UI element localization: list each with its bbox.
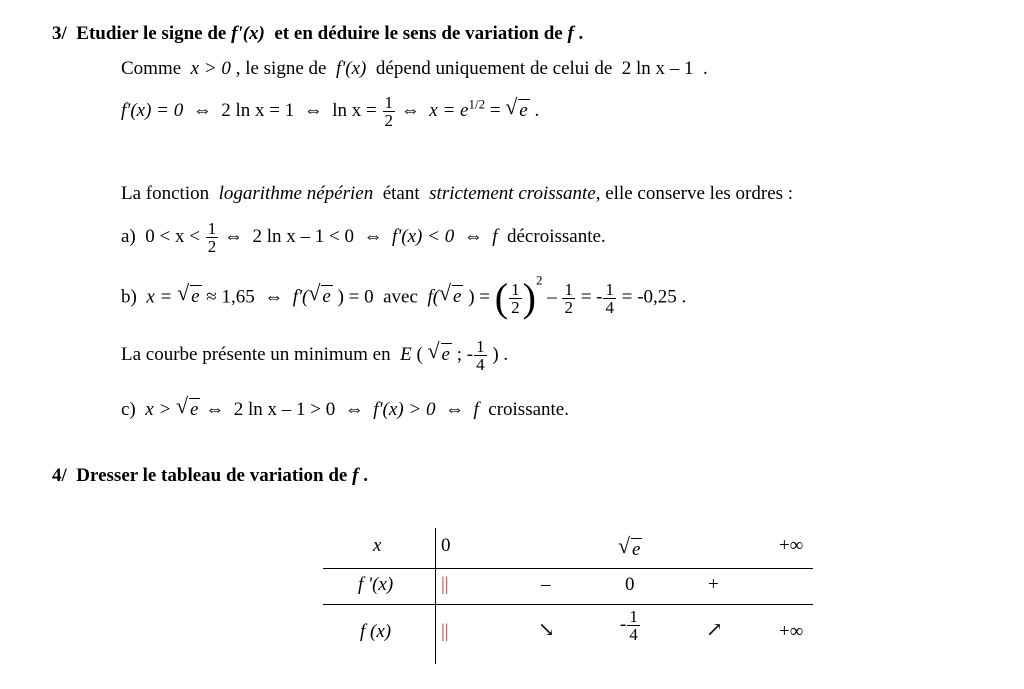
zero-equation: f'(x) = 0 ⇔ 2 ln x = 1 ⇔ ln x = $\frac{1}{2}$ ⇔ $x = e^{1/2}$ = √ e . [121, 93, 540, 130]
q3-heading: 3/ Etudier le signe de f'(x) et en déduire le sens de variation de f . [52, 23, 584, 44]
x-sqrt-e: √ e [618, 533, 641, 560]
fraction-half: $\frac{1}{2}$ [207, 219, 217, 256]
f-minimum-value: - $\frac{1}{4}$ [620, 607, 638, 644]
sqrt-e: √ e [505, 93, 528, 121]
fp-zero: 0 [625, 574, 635, 595]
q4-heading: 4/ Dresser le tableau de variation de f . [52, 465, 368, 486]
case-c: c) x > √ e ⇔ 2 ln x – 1 > 0 ⇔ f'(x) > 0 ⇔ f croissante. [121, 393, 569, 420]
fp-row-label: f '(x) [358, 574, 394, 595]
fp-minus-sign: – [541, 574, 551, 595]
fraction-half: $\frac{1}{2}$ [384, 93, 394, 130]
x-row-label: x [373, 535, 382, 556]
f-plus-infinity: +∞ [779, 621, 804, 642]
increasing-arrow-icon: ↗ [706, 619, 723, 641]
sqrt-e: √ e [177, 280, 200, 308]
fp-forbidden-bar: || [441, 574, 449, 595]
x-zero: 0 [441, 535, 451, 556]
case-a: a) 0 < x < $\frac{1}{2}$ ⇔ 2 ln x – 1 < 0 ⇔ f'(x) < 0 ⇔ f décroissante. [121, 219, 606, 256]
decreasing-arrow-icon: ↘ [538, 619, 555, 641]
table-vertical-line [435, 528, 436, 664]
log-property-line: La fonction logarithme népérien étant strictement croissante, elle conserve les ordres : [121, 183, 794, 204]
fp-plus-sign: + [708, 574, 719, 595]
fraction-half: $\frac{1}{2}$ [511, 279, 520, 317]
minimum-line: La courbe présente un minimum en E ( √ e ; - $\frac{1}{4}$ ) . [121, 337, 509, 374]
table-line-2 [323, 604, 813, 605]
f-row-label: f (x) [360, 621, 392, 642]
sign-line: Comme x > 0 , le signe de f'(x) dépend uniquement de celui de 2 ln x – 1 . [121, 58, 708, 79]
table-line-1 [323, 568, 813, 569]
x-plus-infinity: +∞ [779, 535, 804, 556]
case-b: b) x = √ e ≈ 1,65 ⇔ f'( √ e ) = 0 avec f( √ e ) = ( $\frac{1}{2}$ )$^2$ – $\frac{1}{2}$ = - $\frac{1}{4}$ = -0,25 . [121, 272, 687, 320]
f-forbidden-bar: || [441, 621, 449, 642]
